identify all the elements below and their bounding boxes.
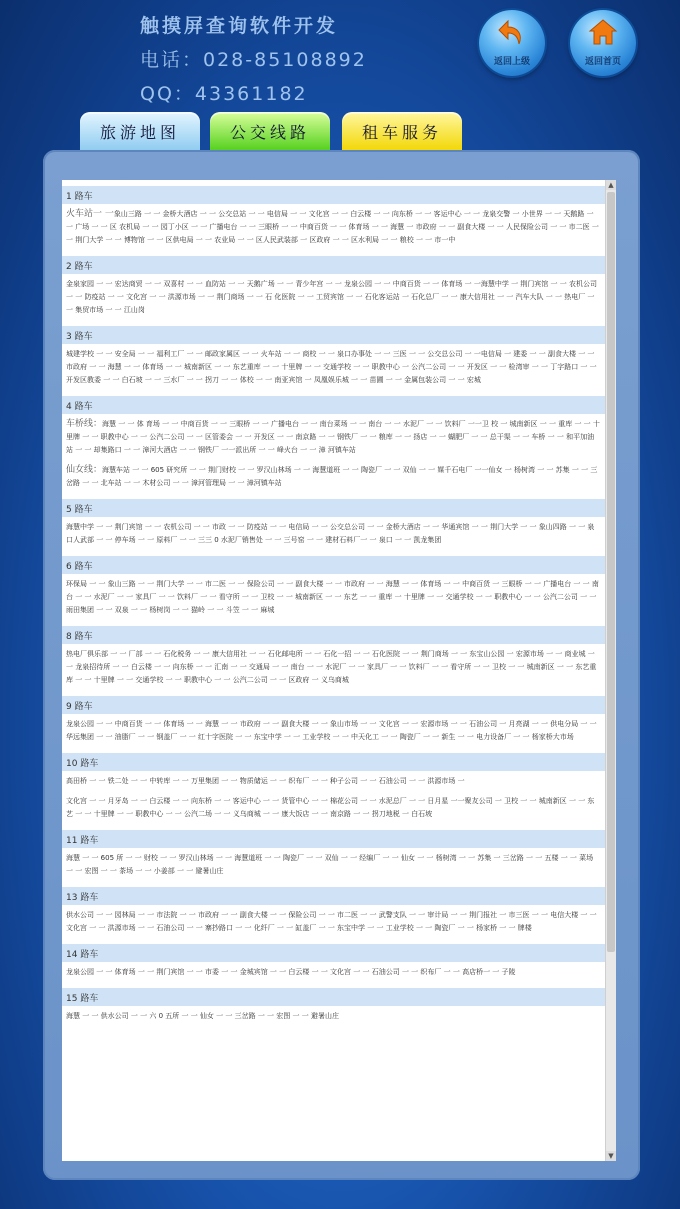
back-button[interactable] xyxy=(479,10,545,76)
tab-bus-routes[interactable]: 公交线路 xyxy=(210,112,330,152)
back-arrow-icon xyxy=(497,18,527,46)
home-button[interactable] xyxy=(570,10,636,76)
route-title: 5 路车 xyxy=(62,493,605,517)
route-section xyxy=(62,824,605,881)
route-section xyxy=(62,493,605,550)
route-stops xyxy=(62,905,605,938)
home-icon xyxy=(588,18,618,46)
route-stop-text: 海慧中学 一 一 荆门宾馆 一 一 农机公司 一 一 市政 一 一 防疫站 一 一 电信局 一 一 公交总公司 一 一 金桥大酒店 一 一 华通宾馆 一 一 荆门大学 一 一 象山四路 一 一 泉口人武部 一 一 停车场 一 一 原料厂 一 一 三三 0 水泥厂销售处 一 一 三号窑 一 一 建材石料厂一 一 泉口 一 一 凯龙集团 xyxy=(66,523,595,544)
header-phone: 电话：028-85108892 xyxy=(140,49,367,71)
route-stops xyxy=(62,574,605,620)
route-title: 2 路车 xyxy=(62,250,605,274)
route-title: 4 路车 xyxy=(62,390,605,414)
route-title: 14 路车 xyxy=(62,938,605,962)
route-section xyxy=(62,390,605,493)
route-stop-text: 环保局 一 一 象山三路 一 一 荆门大学 一 一 市二医 一 一 保险公司 一 一 副食大楼 一 一 市政府 一 一 海慧 一 一 体育场 一 一 中商百货 一 三眼桥 一 一 广播电台 一 一 南台 一 一 水泥厂 一 一 家具厂 一 一 饮料厂 一 一 看守所 一 一 卫校 一 一 城南新区 一 一 东艺 一 一 重库 一 十里牌 一 一 交通学校 一 一 职教中心 一 一 公汽二公司 一 一 雨田集团 一 一 双泉 一 一 杨树岗 一 一 猫岭 一 一 斗笠 一 一 麻城 xyxy=(66,580,599,614)
route-section xyxy=(62,250,605,320)
scrollbar[interactable] xyxy=(605,180,616,1161)
route-title: 10 路车 xyxy=(62,747,605,771)
route-stops xyxy=(62,414,605,460)
route-line-head: 车桥线： xyxy=(66,419,103,429)
route-stops xyxy=(62,1006,605,1026)
header xyxy=(140,12,367,114)
route-section xyxy=(62,180,605,250)
route-title: 3 路车 xyxy=(62,320,605,344)
route-line-head: 火车站一 一 xyxy=(66,209,114,219)
route-title: 8 路车 xyxy=(62,620,605,644)
route-stop-text: 供水公司 一 一 园林局 一 一 市法院 一 一 市政府 一 一 副食大楼 一 一 保险公司 一 一 市二医 一 一 武警支队 一 一 审计局 一 一 荆门报社 一 市三医 一 一 电信大楼 一 一 文化宫 一 一 洪源市场 一 一 石油公司 一 一 寨抄路口 一 一 化纤厂 一 一 缸盖厂 一 一 东宝中学 一 一 工业学校 一 一 陶瓷厂 一 一 杨家桥 一 一 牌楼 xyxy=(66,911,597,932)
route-stops xyxy=(62,714,605,747)
route-section xyxy=(62,690,605,747)
home-button-label: 返回首页 xyxy=(584,57,621,67)
route-title: 6 路车 xyxy=(62,550,605,574)
route-title: 9 路车 xyxy=(62,690,605,714)
tab-taxi-service[interactable]: 租车服务 xyxy=(342,112,462,152)
route-title: 13 路车 xyxy=(62,881,605,905)
route-stop-text: 金泉家园 一 一 宏达商贸 一 一 双喜村 一 一 血防站 一 一 天鹅广场 一 一 青少年宫 一 一 龙泉公园 一 一 中商百货 一 一 体育场 一 一海慧中学 一 荆门宾馆 一 一 农机公司 一 一 防疫站 一 一 文化宫 一 一 洪源市场 一 一 荆门商场 一 一 石 化医院 一 一 工贸宾馆 一 一 石化客运站 一 石化总厂 一 一 康大信用社 一 一 汽车大队 一 一 热电厂 一 一 集贸市场 一 一 江山岗 xyxy=(66,280,597,314)
scroll-down-icon[interactable]: ▼ xyxy=(606,1151,616,1161)
route-section xyxy=(62,320,605,390)
route-stop-text: 龙泉公园 一 一 体育场 一 一 荆门宾馆 一 一 市委 一 一 金城宾馆 一 一 白云楼 一 一 文化宫 一 一 石油公司 一 一 织布厂 一 一 高店桥一 一 子陵 xyxy=(66,968,516,976)
route-section xyxy=(62,982,605,1026)
route-stops xyxy=(62,204,605,250)
route-stops xyxy=(62,517,605,550)
route-title: 11 路车 xyxy=(62,824,605,848)
route-stop-text: 海慧 一 一 605 所 一 一 财校 一 一 罗汉山林场 一 一 海慧道班 一 一 陶瓷厂 一 一 双仙 一 一 经编厂 一 一 仙女 一 一 杨树湾 一 一 苏集 一 三岔路 一 一 五楼 一 一 菜场 一 一 宏图 一 一 茶场 一 一 小姜部 一 一 避暑山庄 xyxy=(66,854,594,875)
route-section xyxy=(62,620,605,690)
route-stops xyxy=(62,274,605,320)
route-stops xyxy=(62,962,605,982)
scrollbar-thumb[interactable] xyxy=(607,192,615,952)
route-stops xyxy=(62,791,605,824)
route-stops xyxy=(62,344,605,390)
route-stop-text: 高田桥 一 一 铁二处 一 一 中转库 一 一 万里集团 一 一 物质储运 一 一 织布厂 一 一 种子公司 一 一 石油公司 一 一 洪源市场 一 xyxy=(66,777,465,785)
route-stops xyxy=(62,848,605,881)
route-title: 1 路车 xyxy=(62,180,605,204)
header-title: 触摸屏查询软件开发 xyxy=(140,15,339,37)
route-stop-text: 海慧 一 一 供水公司 一 一 六 0 五所 一 一 仙女 一 一 三岔路 一 一 宏图 一 一 避暑山庄 xyxy=(66,1012,339,1020)
route-line-head: 仙女线： xyxy=(66,465,103,475)
route-section xyxy=(62,881,605,938)
route-stop-text: 文化宫 一 一 月牙岛 一 一 白云楼 一 一 向东桥 一 一 客运中心 一 一 货管中心 一 一 棉花公司 一 一 水泥总厂 一 一 日月星 一一聚友公司 一 卫校 一 一 城南新区 一 一 东艺 一 一 十里牌 一 一 职教中心 一 一 公汽二场 一 一 义乌商城 一 一 康大饭店 一 一 南京路 一 一 拐刀地税 一 白石坡 xyxy=(66,797,595,818)
route-stop-text: 城建学校 一 一 安全局 一 一 福利工厂 一 一 邮政家属区 一 一 火车站 一 一 商校 一 一 泉口办事处 一 一 三医 一 一 公交总公司 一 一电信局 一 建委 一 一 副食大楼 一 一 市政府 一 一 海慧 一 一 体育场 一 一 城南新区 一 一 东艺重库 一 一 十里牌 一 一 交通学校 一 一 职教中心 一 公汽二公司 一 一 开发区 一 一 检湾审 一 一 丁字路口 一 一 开发区教委 一 一 白石坡 一 一 三水厂 一 一 拐刀 一 一 体校 一 一 南亚宾馆 一 凤凰娱乐城 一 一 苗圃 一 一 金属包装公司 一 一 宏城 xyxy=(66,350,597,384)
header-qq: QQ：43361182 xyxy=(140,83,308,105)
scroll-up-icon[interactable]: ▲ xyxy=(606,180,616,190)
route-stop-text: 热电厂俱乐部 一 一 厂部 一 一 石化税务 一 一 康大信用社 一 一 石化邮电所 一 一 石化一招 一 一 石化医院 一 一 荆门商场 一 一 东宝山公园 一 宏源市场 一 一 商业城 一 一 龙泉招待所 一 一 白云楼 一 一 向东桥 一 一 汇南 一 一 交通局 一 一 南台 一 一 水泥厂 一 一 家具厂 一 一 饮料厂 一 一 看守所 一 一 卫校 一 一 城南新区 一 一 东艺重库 一 一 十里牌 一 一 交通学校 一 一 职教中心 一 一 公汽二公司 一 一 区政府 一 义乌商城 xyxy=(66,650,597,684)
tab-tour-map[interactable]: 旅游地图 xyxy=(80,112,200,152)
route-section xyxy=(62,938,605,982)
back-button-label: 返回上级 xyxy=(493,57,530,67)
route-stop-text: 海慧车站 一 一 605 研究所 一 一 荆门财校 一 一 罗汉山林场 一 一 海慧道班 一 一 陶瓷厂 一 一 双仙 一 一 媒千石电厂 一一仙女 一 杨树湾 一 一 苏集 一 一 三岔路 一 一 北车站 一 一 木材公司 一 一 漳河管理局 一 一 漳河镇车站 xyxy=(66,466,598,487)
route-section xyxy=(62,747,605,824)
route-list[interactable] xyxy=(62,180,605,1161)
route-stop-text: 龙泉公园 一 一 中商百货 一 一 体育场 一 一 海慧 一 一 市政府 一 一 副食大楼 一 一 象山市场 一 一 文化宫 一 一 宏源市场 一 一 石油公司 一 月亮湖 一 一 供电分局 一 一 华远集团 一 一 油脂厂 一 一 钢盖厂 一 一 红十字医院 一 一 东宝中学 一 一 工业学校 一 一 中天化工 一 一 陶瓷厂 一 一 新生 一 一 电力设备厂 一 一 杨家桥大市场 xyxy=(66,720,597,741)
route-title: 15 路车 xyxy=(62,982,605,1006)
route-stop-text: 象山三路 一 一 金桥大酒店 一 一 公交总站 一 一 电信局 一 一 文化宫 一 一 白云楼 一 一 向东桥 一 一 客运中心 一 一 龙泉交警 一 小世界 一 一 天鹅路 一 一 广场 一 一 区 农机局 一 一 园丁小区 一 一 广播电台 一 一 三眼桥 一 一 中商百货 一 一 体育场 一 一 海慧 一 市政府 一 一 副食大楼 一 一 人民保险公司 一 一 市二医 一 一 荆门大学 一 一 博物馆 一 一 区供电局 一 一 农业局 一 一 区人民武装部 一 区政府 一 一 区水利局 一 一 粮校 一 一 市一中 xyxy=(66,210,599,244)
route-section xyxy=(62,550,605,620)
route-stops xyxy=(62,644,605,690)
route-stops xyxy=(62,771,605,791)
route-stop-text: 海慧 一 一 体 育场 一 一 中商百货 一 一 三眼桥 一 一 广播电台 一 一 南台菜场 一 一 南台 一 一 水泥厂 一 一 饮料厂 一一卫 校 一 城南新区 一 一 重库 一 一 十里牌 一 一 职教中心 一 一 公汽二公司 一 一 区管委会 一 一 开发区 一 一 南京路 一 一 钢铁厂 一 一 粮库 一 一 扬店 一 一 蝴肥厂 一 一 总干渠 一 一 车桥 一 一 和平加油站 一 一 却集路口 一 一 漳河大酒店 一 一 钢铁厂 一一派出所 一 一 峰火台 一 一 漳 河镇车站 xyxy=(66,420,600,454)
route-stops xyxy=(62,460,605,493)
